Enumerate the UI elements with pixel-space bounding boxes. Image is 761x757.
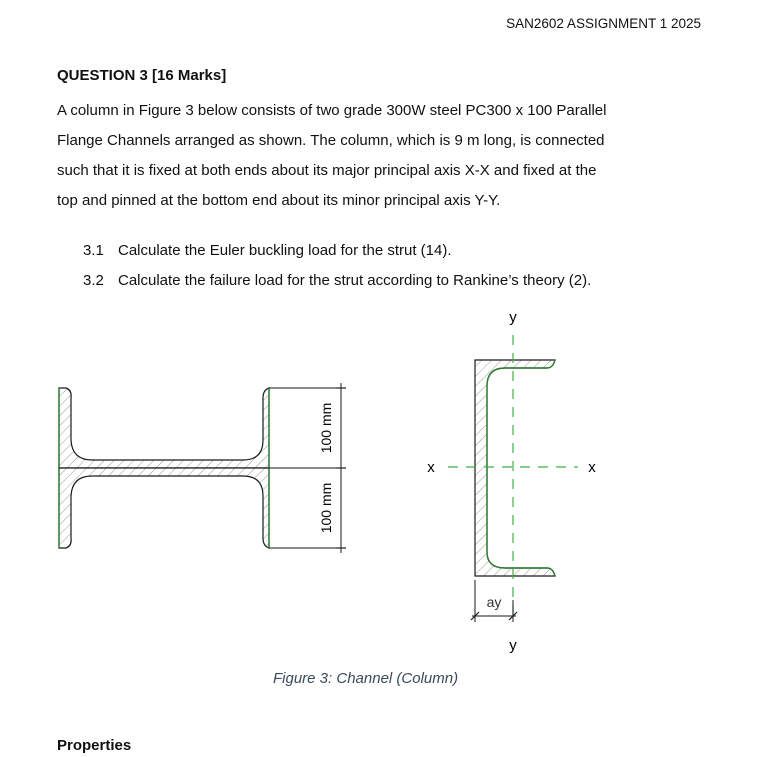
lower-channel-shape <box>59 468 269 548</box>
question-paragraph <box>57 96 703 216</box>
properties-heading: Properties <box>57 737 132 754</box>
question-title: QUESTION 3 [16 Marks] <box>57 67 227 84</box>
sub-question-3-1 <box>83 236 591 266</box>
channel-inner-edge <box>487 360 555 576</box>
single-channel <box>427 309 596 654</box>
paragraph-line: Flange Channels arranged as shown. The column, which is 9 m long, is connected <box>57 132 605 149</box>
sub-question-text: Calculate the Euler buckling load for the strut (14). <box>118 242 452 259</box>
upper-channel-shape <box>59 388 269 468</box>
paragraph-line: such that it is fixed at both ends about its major principal axis X-X and fixed at the <box>57 162 597 179</box>
ay-label: ay <box>486 594 502 610</box>
sub-question-list <box>83 236 591 296</box>
sub-question-3-2 <box>83 266 591 296</box>
sub-question-number: 3.2 <box>83 272 104 289</box>
sub-question-text: Calculate the failure load for the strut according to Rankine’s theory (2). <box>118 272 592 289</box>
sub-question-number: 3.1 <box>83 242 104 259</box>
axis-label-y-top: y <box>509 309 517 326</box>
dimension-label-top: 100 mm <box>318 402 334 454</box>
figure-3-diagram <box>0 300 761 670</box>
figure-caption: Figure 3: Channel (Column) <box>273 670 459 687</box>
paragraph-line: top and pinned at the bottom end about its minor principal axis Y-Y. <box>57 192 501 209</box>
assignment-header: SAN2602 ASSIGNMENT 1 2025 <box>506 16 701 31</box>
dimension-label-bottom: 100 mm <box>318 482 334 534</box>
axis-label-y-bottom: y <box>509 637 517 654</box>
paragraph-line: A column in Figure 3 below consists of two grade 300W steel PC300 x 100 Parallel <box>57 102 607 119</box>
axis-label-x-left: x <box>427 459 435 476</box>
built-up-section <box>59 383 346 553</box>
axis-label-x-right: x <box>588 459 596 476</box>
